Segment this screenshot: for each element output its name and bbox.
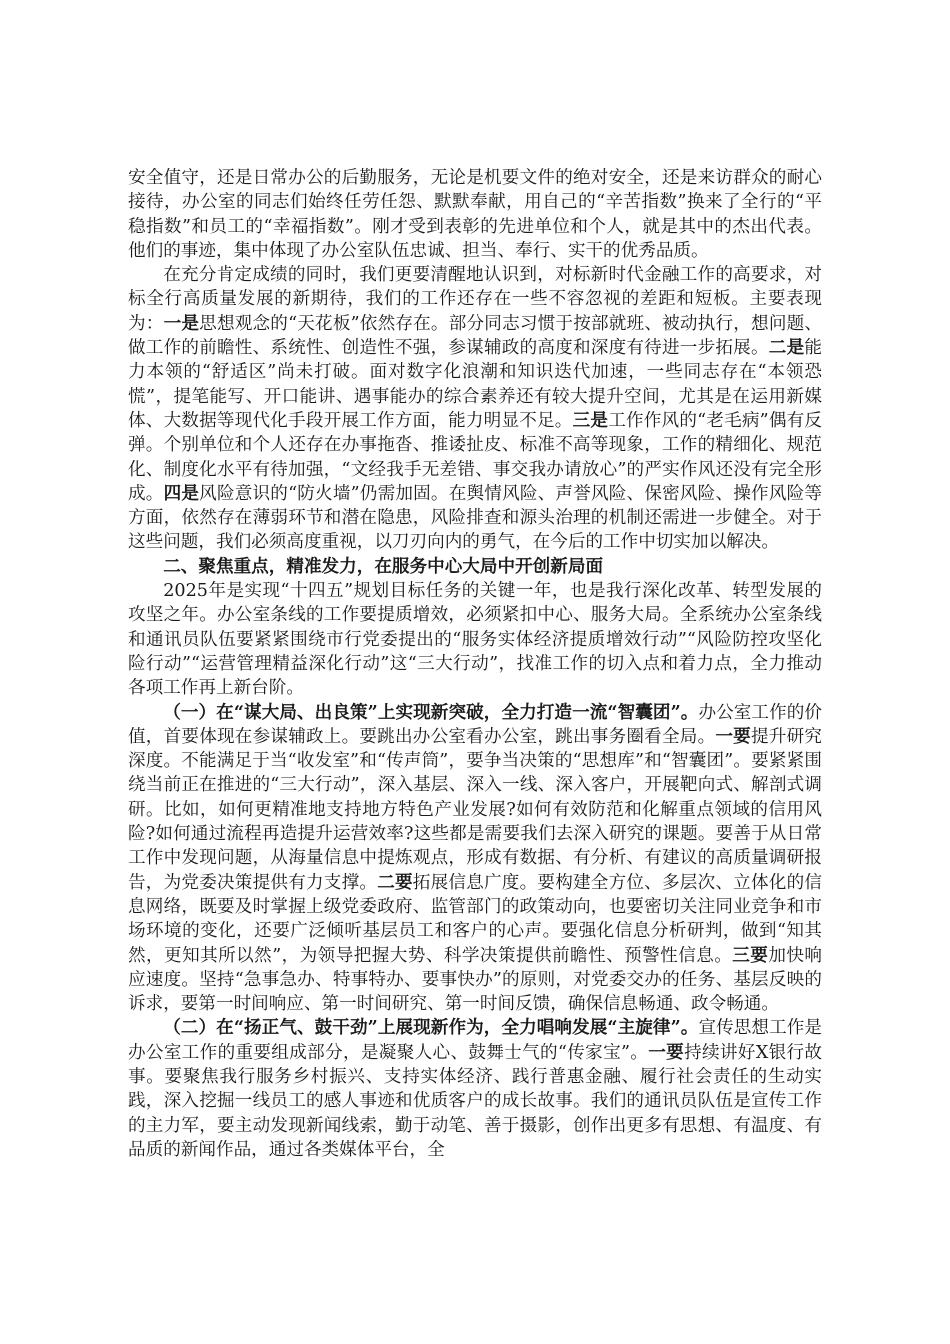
bold-marker: 一是	[163, 312, 200, 334]
section-heading: 二、聚焦重点，精准发力，在服务中心大局中开创新局面	[163, 555, 604, 577]
paragraph-text: 办公室工作的价值，首要体现在参谋辅政上。要跳出办公室看办公室，跳出事务圈看全局。	[128, 702, 822, 747]
paragraph-text: 加快响应速度。坚持“急事急办、特事特办、要事快办”的原则，对党委交办的任务、基层反映的诉求，要第一时间响应、第一时间研究、第一时间反馈，确保信息畅通、政令畅通。	[128, 945, 822, 1015]
bold-marker: 二要	[377, 871, 413, 893]
subheading: （二）在“扬正气、鼓干劲”上展现新作为，全力唱响发展“主旋律”。	[163, 1017, 699, 1039]
paragraph-text: 2025年是实现“十四五”规划目标任务的关键一年，也是我行深化改革、转型发展的攻坚之年。办公室条线的工作要提质增效，必须紧扣中心、服务大局。全系统办公室条线和通讯员队伍要紧紧围绕市行党委提出的“服务实体经济提质增效行动”“风险防控攻坚化险行动”“运营管理精益深化行动”这“三大行动”，找准工作的切入点和着力点，全力推动各项工作再上新台阶。	[128, 581, 822, 699]
paragraph-text: 提升研究深度。不能满足于当“收发室”和“传声筒”，要争当决策的“思想库”和“智囊团”。要紧紧围绕当前正在推进的“三大行动”，深入基层、深入一线、深入客户，开展靶向式、解剖式调研。比如，如何更精准地支持地方特色产业发展?如何有效防范和化解重点领域的信用风险?如何通过流程再造提升运营效率?这些都是需要我们去深入研究的课题。要善于从日常工作中发现问题，从海量信息中提炼观点，形成有数据、有分析、有建议的高质量调研报告，为党委决策提供有力支撑。	[128, 726, 822, 893]
paragraph-text: 宣传思想工作是办公室工作的重要组成部分，是凝聚人心、鼓舞士气的“传家宝”。	[128, 1018, 822, 1063]
bold-marker: 四是	[163, 482, 200, 504]
paragraph-shortcomings	[128, 263, 822, 555]
paragraph-2025	[128, 579, 822, 700]
subheading: （一）在“谋大局、出良策”上实现新突破，全力打造一流“智囊团”。	[163, 701, 699, 723]
bold-marker: 一要	[648, 1041, 685, 1063]
bold-marker: 一要	[715, 725, 751, 747]
paragraph-think-tank	[128, 701, 822, 1017]
paragraph-text: 拓展信息广度。要构建全方位、多层次、立体化的信息网络，既要及时掌握上级党委政府、监管部门的政策动向，也要密切关注同业竞争和市场环境的变化，还要广泛倾听基层员工和客户的心声。要强化信息分析研判，做到“知其然，更知其所以然”，为领导把握大势、科学决策提供前瞻性、预警性信息。	[128, 872, 822, 966]
paragraph-text: 思想观念的“天花板”依然存在。部分同志习惯于按部就班、被动执行，想问题、做工作的前瞻性、系统性、创造性不强，参谋辅政的高度和深度有待进一步拓展。	[128, 313, 822, 359]
bold-marker: 三要	[732, 944, 769, 966]
bold-marker: 三是	[572, 409, 609, 431]
paragraph-text: 工作作风的“老毛病”偶有反弹。个别单位和个人还存在办事拖沓、推诿扯皮、标准不高等现象，工作的精细化、规范化、制度化水平有待加强，“文经我手无差错、事交我办请放心”的严实作风还没有完全形成。	[128, 410, 822, 504]
paragraph-text: 风险意识的“防火墙”仍需加固。在舆情风险、声誉风险、保密风险、操作风险等方面，依然存在薄弱环节和潜在隐患，风险排查和源头治理的机制还需进一步健全。对于这些问题，我们必须高度重视，以刀刃向内的勇气，在今后的工作中切实加以解决。	[128, 483, 822, 553]
document-page	[128, 166, 822, 1162]
paragraph-achievements	[128, 166, 822, 263]
paragraph-text: 能力本领的“舒适区”尚未打破。面对数字化浪潮和知识迭代加速，一些同志存在“本领恐慌”，提笔能写、开口能讲、遇事能办的综合素养还有较大提升空间，尤其是在运用新媒体、大数据等现代化手段开展工作方面，能力明显不足。	[128, 338, 822, 431]
paragraph-publicity	[128, 1016, 822, 1162]
paragraph-text: 在充分肯定成绩的同时，我们更要清醒地认识到，对标新时代金融工作的高要求，对标全行高质量发展的新期待，我们的工作还存在一些不容忽视的差距和短板。主要表现为：	[128, 265, 822, 334]
paragraph-text: 持续讲好X银行故事。要聚焦我行服务乡村振兴、支持实体经济、践行普惠金融、履行社会责任的生动实践，深入挖掘一线员工的感人事迹和优质客户的成长故事。我们的通讯员队伍是宣传工作的主力军，要主动发现新闻线索，勤于动笔、善于摄影，创作出更多有思想、有温度、有品质的新闻作品，通过各类媒体平台，全	[128, 1042, 822, 1160]
bold-marker: 二是	[768, 337, 805, 359]
paragraph-text: 安全值守，还是日常办公的后勤服务，无论是机要文件的绝对安全，还是来访群众的耐心接待，办公室的同志们始终任劳任怨、默默奉献，用自己的“辛苦指数”换来了全行的“平稳指数”和员工的“幸福指数”。刚才受到表彰的先进单位和个人，就是其中的杰出代表。他们的事迹，集中体现了办公室队伍忠诚、担当、奉行、实干的优秀品质。	[128, 168, 822, 261]
